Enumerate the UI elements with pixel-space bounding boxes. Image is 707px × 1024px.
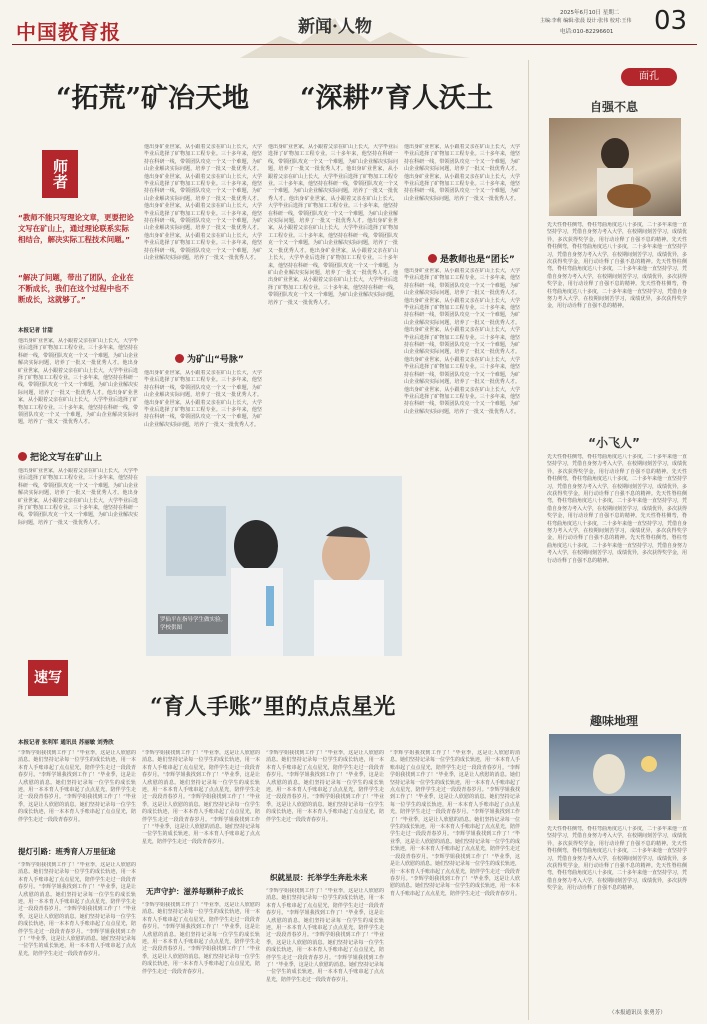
sidebar-text-3: 先天性脊柱侧弯，脊柱弯曲角度达八十多度，二十多年来他一直坚持学习，凭借自身努力考入大学，在校期间刻苦学习，成绩优异，多次获得奖学金，用行动诠释了自强不息的精神。先天性脊柱侧弯，脊柱弯曲角度达八十多度，二十多年来他一直坚持学习，凭借自身努力考入大学，在校期间刻苦学习，成绩优异，多次获得奖学金，用行动诠释了自强不息的精神。先天性脊柱侧弯，脊柱弯曲角度达八十多度，二十多年来他一直坚持学习，凭借自身努力考入大学，在校期间刻苦学习，成绩优异，多次获得奖学金，用行动诠释了自强不息的精神。 <box>547 826 687 892</box>
subhead-1: 把论文写在矿山上 <box>18 450 102 463</box>
feature2-col-3: “李辉学姐我找到工作了！”毕业季，这是让人欣慰的消息。她们坚持记录每一位学生的成长轨迹，用一本本育人手账串起了点点星光，陪伴学生走过一段段青春岁月。“李辉学姐我找到工作了！”毕业季，这是让人欣慰的消息。她们坚持记录每一位学生的成长轨迹，用一本本育人手账串起了点点星光，陪伴学生走过一段段青春岁月。“李辉学姐我找到工作了！”毕业季，这是让人欣慰的消息。她们坚持记录每一位学生的成长轨迹，用一本本育人手账串起了点点星光，陪伴学生走过一段段青春岁月。 <box>266 750 384 823</box>
feature2-subhead-3: 织就星辰：托举学生奔赴未来 <box>270 873 368 882</box>
column-tag-sketch <box>28 660 68 696</box>
column-tag-sketch-label: 速写 <box>34 670 62 686</box>
feature-col-4b: 他出身矿业世家，从小跟着父亲在矿山上长大，大学毕业后选择了矿物加工工程专业。三十多年来，他坚持在科研一线，带领团队攻克一个又一个难题，为矿山企业解决实际问题，培养了一批又一批优秀人才。他出身矿业世家，从小跟着父亲在矿山上长大，大学毕业后选择了矿物加工工程专业。三十多年来，他坚持在科研一线，带领团队攻克一个又一个难题，为矿山企业解决实际问题，培养了一批又一批优秀人才。他出身矿业世家，从小跟着父亲在矿山上长大，大学毕业后选择了矿物加工工程专业。三十多年来，他坚持在科研一线，带领团队攻克一个又一个难题，为矿山企业解决实际问题，培养了一批又一批优秀人才。他出身矿业世家，从小跟着父亲在矿山上长大，大学毕业后选择了矿物加工工程专业。三十多年来，他坚持在科研一线，带领团队攻克一个又一个难题，为矿山企业解决实际问题，培养了一批又一批优秀人才。他出身矿业世家，从小跟着父亲在矿山上长大，大学毕业后选择了矿物加工工程专业。三十多年来，他坚持在科研一线，带领团队攻克一个又一个难题，为矿山企业解决实际问题，培养了一批又一批优秀人才。 <box>404 268 520 415</box>
column-tag-label: 师者 <box>51 159 69 189</box>
pull-quote-2: “解决了问题，带出了团队，企业在不断成长，我们在这个过程中也不断成长，这就够了。” <box>18 273 134 304</box>
editors-line: 主编:李莉 编辑:张晨 设计:张伟 校对:王伟 <box>540 18 632 24</box>
feature2-byline: 本报记者 张利军 通讯员 苏丽敏 刘秀欣 <box>18 740 114 746</box>
sidebar-text-2: 先天性脊柱侧弯，脊柱弯曲角度达八十多度，二十多年来他一直坚持学习，凭借自身努力考入大学，在校期间刻苦学习，成绩优异，多次获得奖学金，用行动诠释了自强不息的精神。先天性脊柱侧弯，脊柱弯曲角度达八十多度，二十多年来他一直坚持学习，凭借自身努力考入大学，在校期间刻苦学习，成绩优异，多次获得奖学金，用行动诠释了自强不息的精神。先天性脊柱侧弯，脊柱弯曲角度达八十多度，二十多年来他一直坚持学习，凭借自身努力考入大学，在校期间刻苦学习，成绩优异，多次获得奖学金，用行动诠释了自强不息的精神。先天性脊柱侧弯，脊柱弯曲角度达八十多度，二十多年来他一直坚持学习，凭借自身努力考入大学，在校期间刻苦学习，成绩优异，多次获得奖学金，用行动诠释了自强不息的精神。先天性脊柱侧弯，脊柱弯曲角度达八十多度，二十多年来他一直坚持学习，凭借自身努力考入大学，在校期间刻苦学习，成绩优异，多次获得奖学金，用行动诠释了自强不息的精神。 <box>547 454 687 564</box>
feature-col-3: 他出身矿业世家，从小跟着父亲在矿山上长大，大学毕业后选择了矿物加工工程专业。三十多年来，他坚持在科研一线，带领团队攻克一个又一个难题，为矿山企业解决实际问题，培养了一批又一批优秀人才。他出身矿业世家，从小跟着父亲在矿山上长大，大学毕业后选择了矿物加工工程专业。三十多年来，他坚持在科研一线，带领团队攻克一个又一个难题，为矿山企业解决实际问题，培养了一批又一批优秀人才。他出身矿业世家，从小跟着父亲在矿山上长大，大学毕业后选择了矿物加工工程专业。三十多年来，他坚持在科研一线，带领团队攻克一个又一个难题，为矿山企业解决实际问题，培养了一批又一批优秀人才。他出身矿业世家，从小跟着父亲在矿山上长大，大学毕业后选择了矿物加工工程专业。三十多年来，他坚持在科研一线，带领团队攻克一个又一个难题，为矿山企业解决实际问题，培养了一批又一批优秀人才。他出身矿业世家，从小跟着父亲在矿山上长大，大学毕业后选择了矿物加工工程专业。三十多年来，他坚持在科研一线，带领团队攻克一个又一个难题，为矿山企业解决实际问题，培养了一批又一批优秀人才。他出身矿业世家，从小跟着父亲在矿山上长大，大学毕业后选择了矿物加工工程专业。三十多年来，他坚持在科研一线，带领团队攻克一个又一个难题，为矿山企业解决实际问题，培养了一批又一批优秀人才。 <box>268 144 398 306</box>
feature2-col-1: “李辉学姐我找到工作了！”毕业季，这是让人欣慰的消息。她们坚持记录每一位学生的成长轨迹，用一本本育人手账串起了点点星光，陪伴学生走过一段段青春岁月。“李辉学姐我找到工作了！”毕业季，这是让人欣慰的消息。她们坚持记录每一位学生的成长轨迹，用一本本育人手账串起了点点星光，陪伴学生走过一段段青春岁月。“李辉学姐我找到工作了！”毕业季，这是让人欣慰的消息。她们坚持记录每一位学生的成长轨迹，用一本本育人手账串起了点点星光，陪伴学生走过一段段青春岁月。 <box>18 750 136 823</box>
sidebar-title-3: 趣味地理 <box>589 714 638 728</box>
classroom-lantern-icon <box>549 734 681 820</box>
subhead-dot-icon <box>428 254 437 263</box>
paper-name: 中国教育报 <box>16 20 121 44</box>
sidebar <box>528 60 699 1020</box>
masthead-rule <box>12 44 697 45</box>
feature2-subhead-1: 提灯引路：班秀育人万里征途 <box>18 847 116 856</box>
feature-headline <box>50 76 530 120</box>
sidebar-text-1: 先天性脊柱侧弯，脊柱弯曲角度达八十多度，二十多年来他一直坚持学习，凭借自身努力考入大学，在校期间刻苦学习，成绩优异，多次获得奖学金，用行动诠释了自强不息的精神。先天性脊柱侧弯，脊柱弯曲角度达八十多度，二十多年来他一直坚持学习，凭借自身努力考入大学，在校期间刻苦学习，成绩优异，多次获得奖学金，用行动诠释了自强不息的精神。先天性脊柱侧弯，脊柱弯曲角度达八十多度，二十多年来他一直坚持学习，凭借自身努力考入大学，在校期间刻苦学习，成绩优异，多次获得奖学金，用行动诠释了自强不息的精神。先天性脊柱侧弯，脊柱弯曲角度达八十多度，二十多年来他一直坚持学习，凭借自身努力考入大学，在校期间刻苦学习，成绩优异，多次获得奖学金，用行动诠释了自强不息的精神。 <box>547 222 687 310</box>
feature-col-1: 他出身矿业世家，从小跟着父亲在矿山上长大，大学毕业后选择了矿物加工工程专业。三十多年来，他坚持在科研一线，带领团队攻克一个又一个难题，为矿山企业解决实际问题，培养了一批又一批优秀人才。他出身矿业世家，从小跟着父亲在矿山上长大，大学毕业后选择了矿物加工工程专业。三十多年来，他坚持在科研一线，带领团队攻克一个又一个难题，为矿山企业解决实际问题，培养了一批又一批优秀人才。他出身矿业世家，从小跟着父亲在矿山上长大，大学毕业后选择了矿物加工工程专业。三十多年来，他坚持在科研一线，带领团队攻克一个又一个难题，为矿山企业解决实际问题，培养了一批又一批优秀人才。 <box>18 338 138 426</box>
sidebar-tag-label: 面孔 <box>639 71 659 82</box>
feature2-col-1b: “李辉学姐我找到工作了！”毕业季，这是让人欣慰的消息。她们坚持记录每一位学生的成长轨迹，用一本本育人手账串起了点点星光，陪伴学生走过一段段青春岁月。“李辉学姐我找到工作了！”毕业季，这是让人欣慰的消息。她们坚持记录每一位学生的成长轨迹，用一本本育人手账串起了点点星光，陪伴学生走过一段段青春岁月。“李辉学姐我找到工作了！”毕业季，这是让人欣慰的消息。她们坚持记录每一位学生的成长轨迹，用一本本育人手账串起了点点星光，陪伴学生走过一段段青春岁月。“李辉学姐我找到工作了！”毕业季，这是让人欣慰的消息。她们坚持记录每一位学生的成长轨迹，用一本本育人手账串起了点点星光，陪伴学生走过一段段青春岁月。 <box>18 862 136 957</box>
pull-quote-1: “教师不能只写理论文章，更要把论文写在矿山上，通过理论联系实际相结合，解决实际工程技术问题。” <box>18 213 134 244</box>
sidebar-photo-3 <box>549 734 681 820</box>
feature2-col-4: “李辉学姐我找到工作了！”毕业季，这是让人欣慰的消息。她们坚持记录每一位学生的成长轨迹，用一本本育人手账串起了点点星光，陪伴学生走过一段段青春岁月。“李辉学姐我找到工作了！”毕业季，这是让人欣慰的消息。她们坚持记录每一位学生的成长轨迹，用一本本育人手账串起了点点星光，陪伴学生走过一段段青春岁月。“李辉学姐我找到工作了！”毕业季，这是让人欣慰的消息。她们坚持记录每一位学生的成长轨迹，用一本本育人手账串起了点点星光，陪伴学生走过一段段青春岁月。“李辉学姐我找到工作了！”毕业季，这是让人欣慰的消息。她们坚持记录每一位学生的成长轨迹，用一本本育人手账串起了点点星光，陪伴学生走过一段段青春岁月。“李辉学姐我找到工作了！”毕业季，这是让人欣慰的消息。她们坚持记录每一位学生的成长轨迹，用一本本育人手账串起了点点星光，陪伴学生走过一段段青春岁月。“李辉学姐我找到工作了！”毕业季，这是让人欣慰的消息。她们坚持记录每一位学生的成长轨迹，用一本本育人手账串起了点点星光，陪伴学生走过一段段青春岁月。“李辉学姐我找到工作了！”毕业季，这是让人欣慰的消息。她们坚持记录每一位学生的成长轨迹，用一本本育人手账串起了点点星光，陪伴学生走过一段段青春岁月。 <box>390 750 520 897</box>
sidebar-title-1: 自强不息 <box>589 100 638 114</box>
subhead-dot-icon <box>175 354 184 363</box>
sidebar-title-2: “小飞人” <box>588 436 640 450</box>
feature-col-2: 他出身矿业世家，从小跟着父亲在矿山上长大，大学毕业后选择了矿物加工工程专业。三十多年来，他坚持在科研一线，带领团队攻克一个又一个难题，为矿山企业解决实际问题，培养了一批又一批优秀人才。他出身矿业世家，从小跟着父亲在矿山上长大，大学毕业后选择了矿物加工工程专业。三十多年来，他坚持在科研一线，带领团队攻克一个又一个难题，为矿山企业解决实际问题，培养了一批又一批优秀人才。他出身矿业世家，从小跟着父亲在矿山上长大，大学毕业后选择了矿物加工工程专业。三十多年来，他坚持在科研一线，带领团队攻克一个又一个难题，为矿山企业解决实际问题，培养了一批又一批优秀人才。他出身矿业世家，从小跟着父亲在矿山上长大，大学毕业后选择了矿物加工工程专业。三十多年来，他坚持在科研一线，带领团队攻克一个又一个难题，为矿山企业解决实际问题，培养了一批又一批优秀人才。 <box>144 144 262 262</box>
subhead-dot-icon <box>18 452 27 461</box>
feature2-headline: “育人手账”里的点点星光 <box>150 694 396 720</box>
feature-col-2b: 他出身矿业世家，从小跟着父亲在矿山上长大，大学毕业后选择了矿物加工工程专业。三十多年来，他坚持在科研一线，带领团队攻克一个又一个难题，为矿山企业解决实际问题，培养了一批又一批优秀人才。他出身矿业世家，从小跟着父亲在矿山上长大，大学毕业后选择了矿物加工工程专业。三十多年来，他坚持在科研一线，带领团队攻克一个又一个难题，为矿山企业解决实际问题，培养了一批又一批优秀人才。 <box>144 370 262 428</box>
byline: 本报记者 甘甜 <box>18 328 53 334</box>
section-title: 新闻·人物 <box>298 17 372 37</box>
column-tag-teacher <box>42 150 78 198</box>
headline-left: “拓荒”矿冶天地 <box>56 83 250 114</box>
sidebar-credit: （本报通讯员 张勇芳） <box>609 1010 666 1016</box>
page-number: 03 <box>654 6 688 36</box>
sidebar-tag <box>621 68 677 86</box>
feature2-subhead-2: 无声守护：滋养每颗种子成长 <box>146 887 244 896</box>
date-line: 2025年6月10日 星期二 <box>560 10 620 16</box>
feature-col-4: 他出身矿业世家，从小跟着父亲在矿山上长大，大学毕业后选择了矿物加工工程专业。三十多年来，他坚持在科研一线，带领团队攻克一个又一个难题，为矿山企业解决实际问题，培养了一批又一批优秀人才。他出身矿业世家，从小跟着父亲在矿山上长大，大学毕业后选择了矿物加工工程专业。三十多年来，他坚持在科研一线，带领团队攻克一个又一个难题，为矿山企业解决实际问题，培养了一批又一批优秀人才。 <box>404 144 520 202</box>
feature2-col-3b: “李辉学姐我找到工作了！”毕业季，这是让人欣慰的消息。她们坚持记录每一位学生的成长轨迹，用一本本育人手账串起了点点星光，陪伴学生走过一段段青春岁月。“李辉学姐我找到工作了！”毕业季，这是让人欣慰的消息。她们坚持记录每一位学生的成长轨迹，用一本本育人手账串起了点点星光，陪伴学生走过一段段青春岁月。“李辉学姐我找到工作了！”毕业季，这是让人欣慰的消息。她们坚持记录每一位学生的成长轨迹，用一本本育人手账串起了点点星光，陪伴学生走过一段段青春岁月。“李辉学姐我找到工作了！”毕业季，这是让人欣慰的消息。她们坚持记录每一位学生的成长轨迹，用一本本育人手账串起了点点星光，陪伴学生走过一段段青春岁月。 <box>266 888 384 983</box>
feature2-col-2b: “李辉学姐我找到工作了！”毕业季，这是让人欣慰的消息。她们坚持记录每一位学生的成长轨迹，用一本本育人手账串起了点点星光，陪伴学生走过一段段青春岁月。“李辉学姐我找到工作了！”毕业季，这是让人欣慰的消息。她们坚持记录每一位学生的成长轨迹，用一本本育人手账串起了点点星光，陪伴学生走过一段段青春岁月。“李辉学姐我找到工作了！”毕业季，这是让人欣慰的消息。她们坚持记录每一位学生的成长轨迹，用一本本育人手账串起了点点星光，陪伴学生走过一段段青春岁月。 <box>142 902 260 975</box>
headline-right: “深耕”育人沃土 <box>300 83 494 114</box>
feature2-col-2: “李辉学姐我找到工作了！”毕业季，这是让人欣慰的消息。她们坚持记录每一位学生的成长轨迹，用一本本育人手账串起了点点星光，陪伴学生走过一段段青春岁月。“李辉学姐我找到工作了！”毕业季，这是让人欣慰的消息。她们坚持记录每一位学生的成长轨迹，用一本本育人手账串起了点点星光，陪伴学生走过一段段青春岁月。“李辉学姐我找到工作了！”毕业季，这是让人欣慰的消息。她们坚持记录每一位学生的成长轨迹，用一本本育人手账串起了点点星光，陪伴学生走过一段段青春岁月。“李辉学姐我找到工作了！”毕业季，这是让人欣慰的消息。她们坚持记录每一位学生的成长轨迹，用一本本育人手账串起了点点星光，陪伴学生走过一段段青春岁月。 <box>142 750 260 845</box>
photo-caption: 罗仙平在指导学生做实验。学校供图 <box>158 614 228 634</box>
subhead-2: 为矿山“号脉” <box>175 352 244 365</box>
sidebar-photo-1 <box>549 118 681 216</box>
feature-photo <box>146 476 402 656</box>
feature-col-1b: 他出身矿业世家，从小跟着父亲在矿山上长大，大学毕业后选择了矿物加工工程专业。三十多年来，他坚持在科研一线，带领团队攻克一个又一个难题，为矿山企业解决实际问题，培养了一批又一批优秀人才。他出身矿业世家，从小跟着父亲在矿山上长大，大学毕业后选择了矿物加工工程专业。三十多年来，他坚持在科研一线，带领团队攻克一个又一个难题，为矿山企业解决实际问题，培养了一批又一批优秀人才。 <box>18 468 138 526</box>
masthead <box>0 0 707 60</box>
subhead-3: 是教师也是“团长” <box>428 252 515 265</box>
guitar-player-icon <box>549 118 681 216</box>
phone-line: 电话:010-82296601 <box>560 29 614 35</box>
